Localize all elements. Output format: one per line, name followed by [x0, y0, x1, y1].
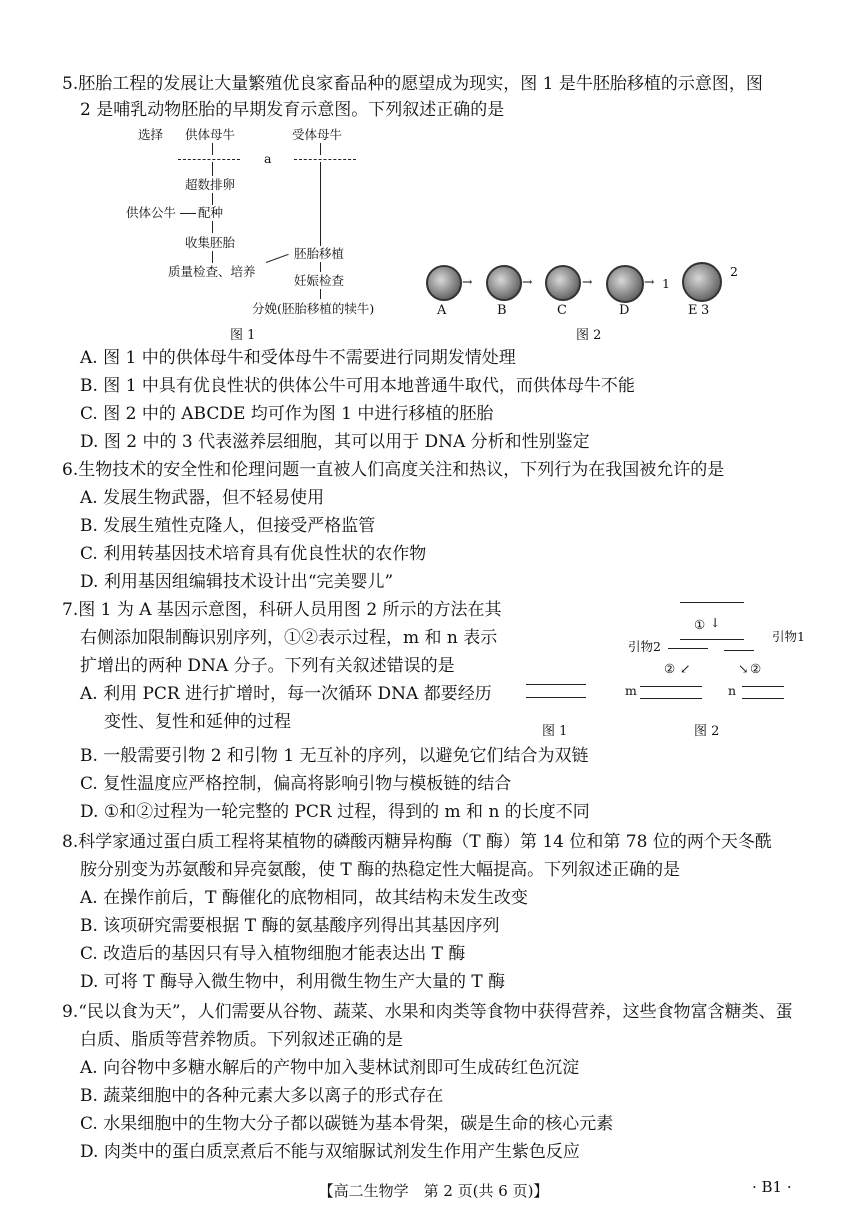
- q7-stem-line2: 右侧添加限制酶识别序列，①②表示过程，m 和 n 表示: [80, 628, 498, 648]
- page-id: · B1 ·: [752, 1178, 792, 1196]
- fig1-pregnancy: 妊娠检查: [294, 273, 345, 288]
- fig2-num-3: 3: [701, 303, 710, 318]
- q6-option-d: D. 利用基因组编辑技术设计出“完美婴儿”: [80, 572, 394, 592]
- fig1-select: 选择: [138, 127, 164, 142]
- fig2-label-E: E: [688, 303, 698, 318]
- q7-step2-left: ②: [664, 661, 676, 676]
- fig1-recipient-cow: 受体母牛: [292, 127, 343, 142]
- q7-label-m: m: [625, 683, 637, 698]
- q7-step1: ①: [694, 617, 706, 632]
- embryo-E: [682, 262, 722, 302]
- fig1-donor-bull: 供体公牛: [126, 205, 177, 220]
- fig2-label-B: B: [497, 303, 507, 318]
- q9-option-a: A. 向谷物中多糖水解后的产物中加入斐林试剂即可生成砖红色沉淀: [80, 1058, 580, 1078]
- fig2-label-D: D: [619, 303, 630, 318]
- q7-stem-line3: 扩增出的两种 DNA 分子。下列有关叙述错误的是: [80, 656, 455, 676]
- fig1-birth: 分娩(胚胎移植的犊牛): [252, 301, 375, 316]
- embryo-A: [426, 265, 462, 301]
- q5-stem-line2: 2 是哺乳动物胚胎的早期发育示意图。下列叙述正确的是: [80, 100, 505, 120]
- q5-option-c: C. 图 2 中的 ABCDE 均可作为图 1 中进行移植的胚胎: [80, 404, 494, 424]
- fig2-caption: 图 2: [576, 328, 602, 343]
- q7-step2-right: ②: [750, 661, 762, 676]
- q9-option-c: C. 水果细胞中的生物大分子都以碳链为基本骨架，碳是生命的核心元素: [80, 1114, 614, 1134]
- q9-option-b: B. 蔬菜细胞中的各种元素大多以离子的形式存在: [80, 1086, 444, 1106]
- q8-option-a: A. 在操作前后，T 酶催化的底物相同，故其结构未发生改变: [80, 888, 528, 908]
- fig1-label-a: a: [264, 151, 272, 166]
- fig2-label-A: A: [437, 303, 447, 318]
- exam-page: 5.胚胎工程的发展让大量繁殖优良家畜品种的愿望成为现实，图 1 是牛胚胎移植的示意图，图 2 是哺乳动物胚胎的早期发育示意图。下列叙述正确的是 选择 供体母牛 受体母牛 a 超数排卵 供体公牛 配种 收集胚胎 质量检查、培养 胚胎移植 妊娠检查 分娩(胚胎移植的犊牛) 图 1 → → → → 1 2 A B C D E 3 图 2 A. 图 1 中的供体母牛和受体母牛不需要进行同期发情处理 B. 图 1 中具有优良性状的供体公牛可用本地普通牛取代，而供体母牛不能 C. 图 2 中的 ABCDE 均可作为图 1 中进行移植的胚胎 D. 图 2 中的 3 代表滋养层细胞，其可以用于 DNA 分析和性别鉴定 6.生物技术的安全性和伦理问题一直被人们高度关注和热议，下列行为在我国被允许的是 A. 发展生物武器，但不轻易使用 B. 发展生殖性克隆人，但接受严格监管 C. 利用转基因技术培育具有优良性状的农作物 D. 利用基因组编辑技术设计出“完美婴儿” 7.图 1 为 A 基因示意图，科研人员用图 2 所示的方法在其 右侧添加限制酶识别序列，①②表示过程，m 和 n 表示 扩增出的两种 DNA 分子。下列有关叙述错误的是 A. 利用 PCR 进行扩增时，每一次循环 DNA 都要经历 变性、复性和延伸的过程 图 1 ① ↓ 引物2 引物1 ② ↙ ↘ ② m n 图 2 B. 一般需要引物 2 和引物 1 无互补的序列，以避免它们结合为双链 C. 复性温度应严格控制，偏高将影响引物与模板链的结合 D. ①和②过程为一轮完整的 PCR 过程，得到的 m 和 n 的长度不同 8.科学家通过蛋白质工程将某植物的磷酸丙糖异构酶（T 酶）第 14 位和第 78 位的两个天冬酰 胺分别变为苏氨酸和异亮氨酸，使 T 酶的热稳定性大幅提高。下列叙述正确的是 A. 在操作前后，T 酶催化的底物相同，故其结构未发生改变 B. 该项研究需要根据 T 酶的氨基酸序列得出其基因序列 C. 改造后的基因只有导入植物细胞才能表达出 T 酶 D. 可将 T 酶导入微生物中，利用微生物生产大量的 T 酶 9.“民以食为天”，人们需要从谷物、蔬菜、水果和肉类等食物中获得营养，这些食物富含糖类、蛋 白质、脂质等营养物质。下列叙述正确的是 A. 向谷物中多糖水解后的产物中加入斐林试剂即可生成砖红色沉淀 B. 蔬菜细胞中的各种元素大多以离子的形式存在 C. 水果细胞中的生物大分子都以碳链为基本骨架，碳是生命的核心元素 D. 肉类中的蛋白质烹煮后不能与双缩脲试剂发生作用产生紫色反应 【高二生物学 第 2 页(共 6 页)】 · B1 ·: [0, 0, 867, 1226]
- q7-option-c: C. 复性温度应严格控制，偏高将影响引物与模板链的结合: [80, 774, 512, 794]
- fig1-caption: 图 1: [230, 328, 256, 343]
- q7-option-a-line1: A. 利用 PCR 进行扩增时，每一次循环 DNA 都要经历: [80, 684, 492, 704]
- q8-stem-line1: 8.科学家通过蛋白质工程将某植物的磷酸丙糖异构酶（T 酶）第 14 位和第 78 位的两个天冬酰: [62, 832, 772, 852]
- q6-stem: 6.生物技术的安全性和伦理问题一直被人们高度关注和热议，下列行为在我国被允许的是: [62, 460, 725, 480]
- page-footer: 【高二生物学 第 2 页(共 6 页)】: [318, 1182, 549, 1200]
- fig2-label-C: C: [557, 303, 567, 318]
- q7-fig2-caption: 图 2: [694, 724, 720, 739]
- q5-option-d: D. 图 2 中的 3 代表滋养层细胞，其可以用于 DNA 分析和性别鉴定: [80, 432, 590, 452]
- q6-option-a: A. 发展生物武器，但不轻易使用: [80, 488, 325, 508]
- q7-option-d: D. ①和②过程为一轮完整的 PCR 过程，得到的 m 和 n 的长度不同: [80, 802, 590, 822]
- fig1-quality: 质量检查、培养: [168, 264, 256, 279]
- fig2-num-1: 1: [662, 276, 670, 291]
- fig1-superovulation: 超数排卵: [185, 177, 236, 192]
- q9-stem-line1: 9.“民以食为天”，人们需要从谷物、蔬菜、水果和肉类等食物中获得营养，这些食物富含糖类、蛋: [62, 1002, 793, 1022]
- fig2-num-2: 2: [730, 264, 738, 279]
- fig1-donor-cow: 供体母牛: [185, 127, 236, 142]
- embryo-D: [606, 265, 644, 303]
- q5-stem-line1: 5.胚胎工程的发展让大量繁殖优良家畜品种的愿望成为现实，图 1 是牛胚胎移植的示意图，图: [62, 74, 763, 94]
- q5-option-a: A. 图 1 中的供体母牛和受体母牛不需要进行同期发情处理: [80, 348, 516, 368]
- q7-label-n: n: [728, 683, 737, 698]
- q8-option-b: B. 该项研究需要根据 T 酶的氨基酸序列得出其基因序列: [80, 916, 500, 936]
- q9-stem-line2: 白质、脂质等营养物质。下列叙述正确的是: [80, 1030, 403, 1050]
- fig1-mating: 配种: [198, 205, 224, 220]
- q7-fig1-caption: 图 1: [542, 724, 568, 739]
- embryo-B: [486, 265, 522, 301]
- fig1-transfer: 胚胎移植: [294, 246, 345, 261]
- q6-option-b: B. 发展生殖性克隆人，但接受严格监管: [80, 516, 376, 536]
- q7-option-b: B. 一般需要引物 2 和引物 1 无互补的序列，以避免它们结合为双链: [80, 746, 589, 766]
- q8-option-d: D. 可将 T 酶导入微生物中，利用微生物生产大量的 T 酶: [80, 972, 506, 992]
- q7-primer1: 引物1: [772, 629, 805, 644]
- q8-option-c: C. 改造后的基因只有导入植物细胞才能表达出 T 酶: [80, 944, 466, 964]
- q7-primer2: 引物2: [628, 639, 661, 654]
- embryo-C: [545, 265, 581, 301]
- fig1-collect: 收集胚胎: [185, 235, 236, 250]
- q9-option-d: D. 肉类中的蛋白质烹煮后不能与双缩脲试剂发生作用产生紫色反应: [80, 1142, 580, 1162]
- q6-option-c: C. 利用转基因技术培育具有优良性状的农作物: [80, 544, 427, 564]
- q7-stem-line1: 7.图 1 为 A 基因示意图，科研人员用图 2 所示的方法在其: [62, 600, 502, 620]
- q5-option-b: B. 图 1 中具有优良性状的供体公牛可用本地普通牛取代，而供体母牛不能: [80, 376, 635, 396]
- q8-stem-line2: 胺分别变为苏氨酸和异亮氨酸，使 T 酶的热稳定性大幅提高。下列叙述正确的是: [80, 860, 681, 880]
- q7-option-a-line2: 变性、复性和延伸的过程: [104, 712, 291, 732]
